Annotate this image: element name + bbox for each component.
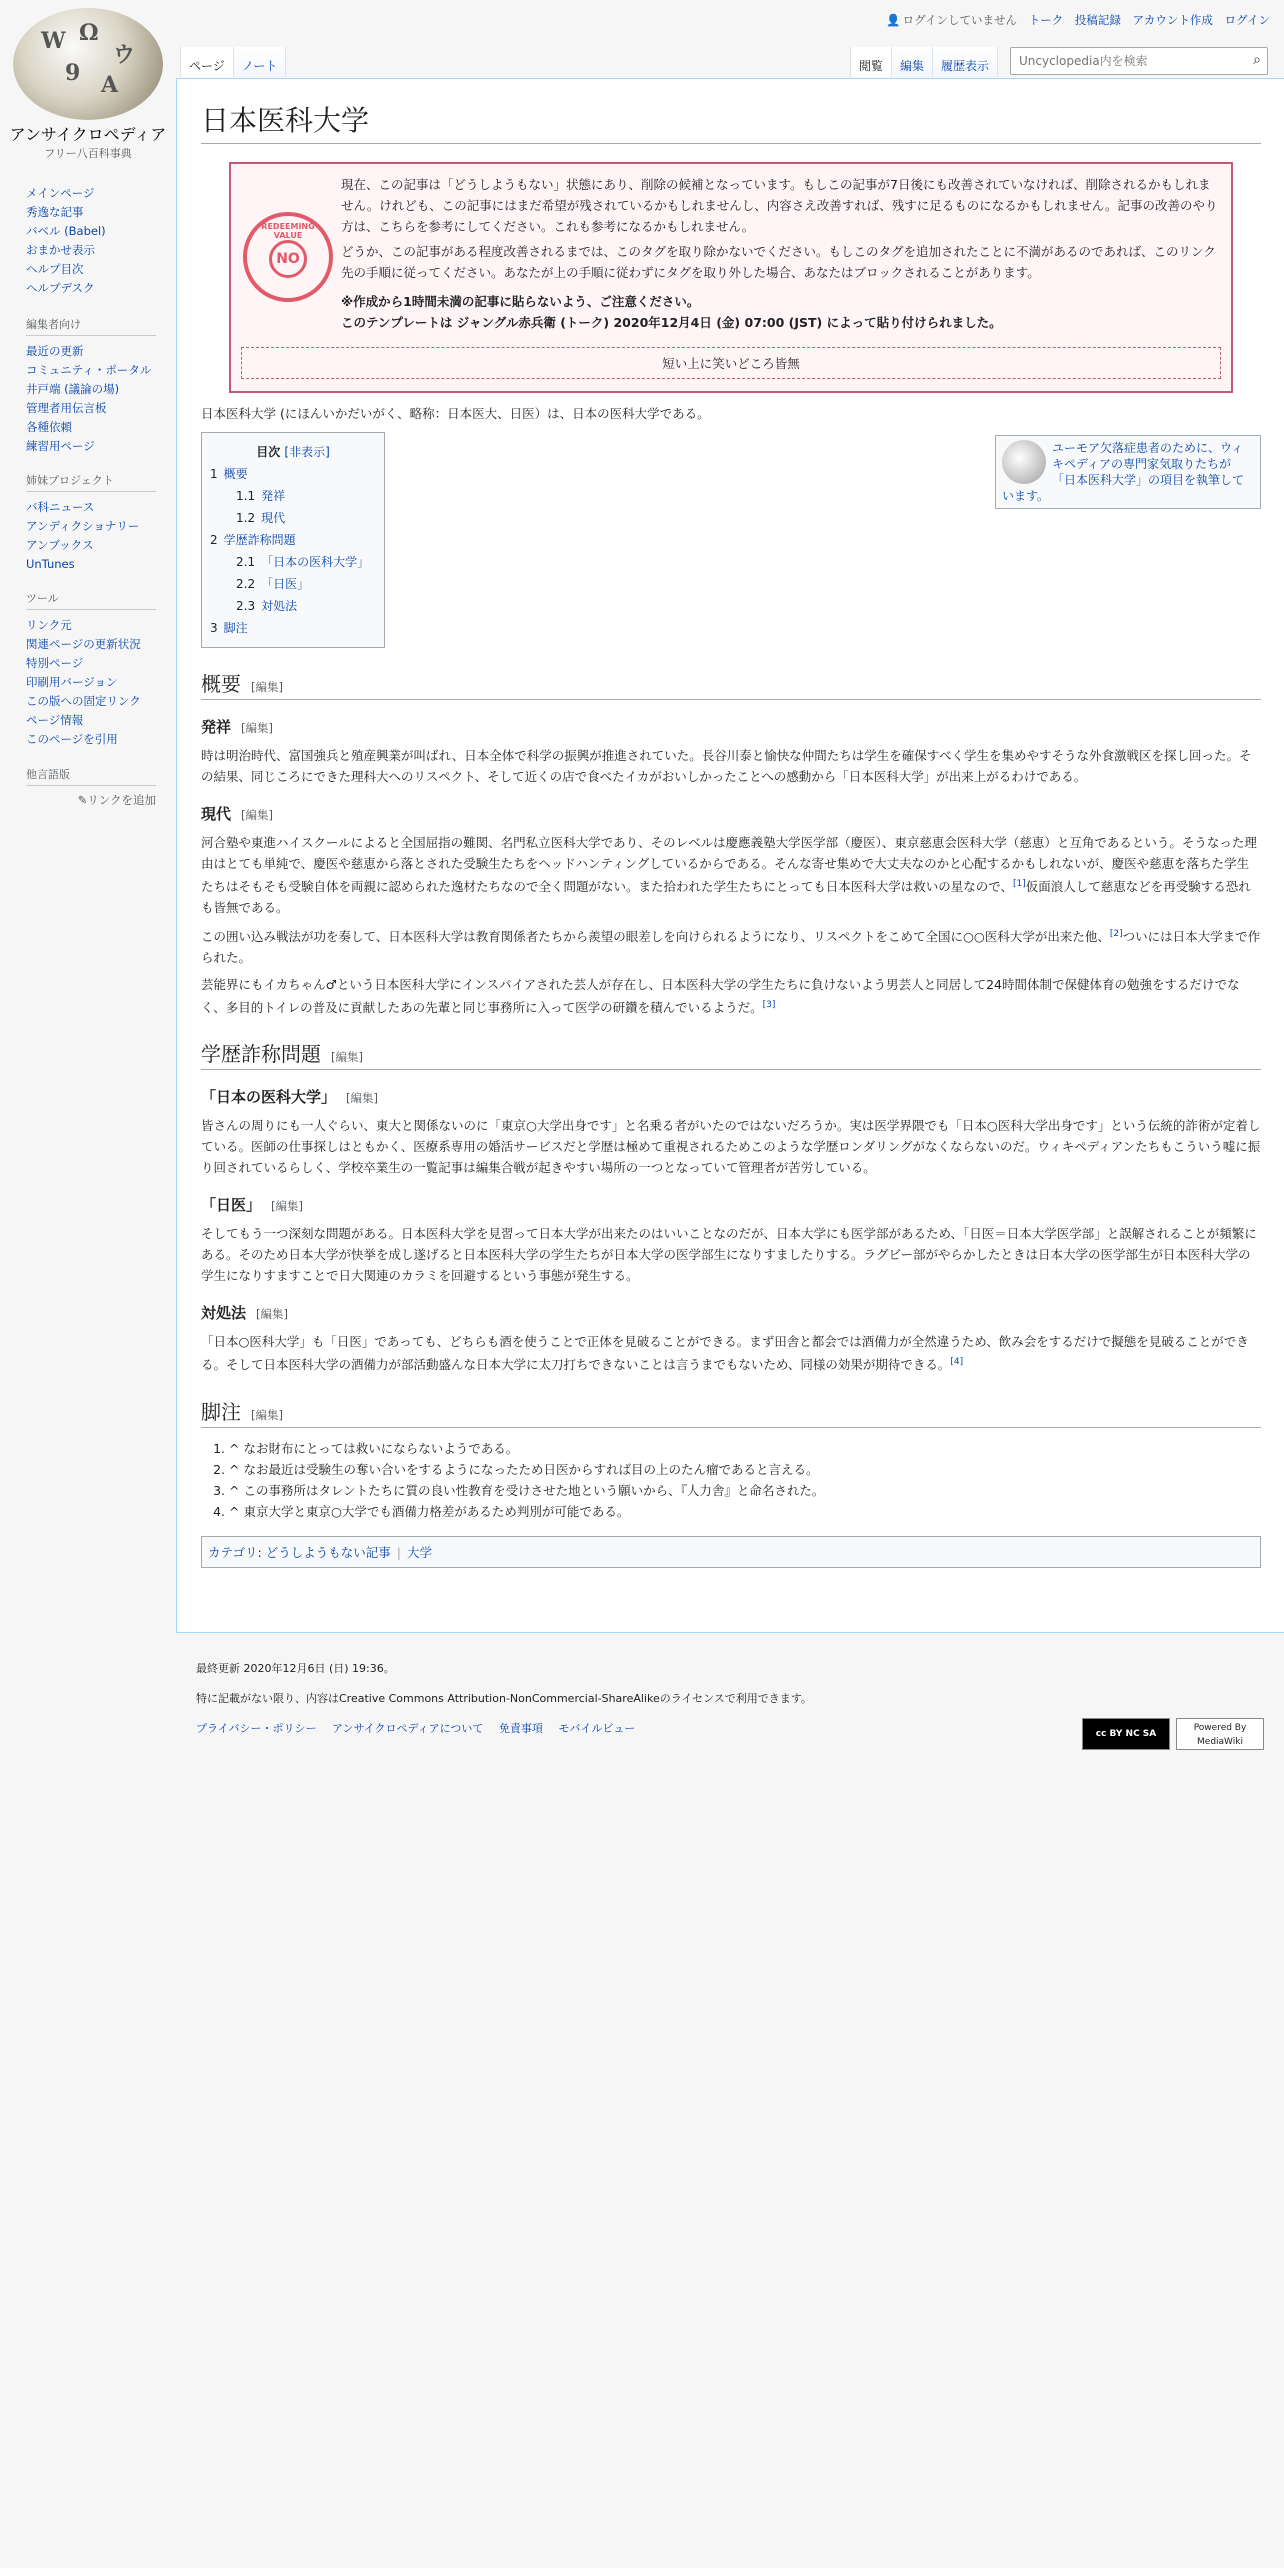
section-heading: 脚注 [編集] — [201, 1396, 1261, 1428]
sidebar-item-help-index[interactable]: ヘルプ目次 — [26, 262, 84, 276]
portal-heading: 編集者向け — [26, 316, 156, 336]
sidebar-item-community[interactable]: コミュニティ・ポータル — [26, 363, 152, 377]
paragraph: 皆さんの周りにも一人ぐらい、東大と関係ないのに「東京○大学出身です」と名乗る者がいたのではないだろうか。実は医学界隈でも「日本○医科大学出身です」という伝統的詐術が定着している。医師の仕事探しはともかく、医療系専用の婚活サービスだと学歴は極めて重視されるためこのような学歴ロンダリングがなくならないのだ。ウィキペディアンたちもこういう嘘に振り回されているらしく、学校卒業生の一覧記事は編集合戦が起きやすい場所の一つとなっていて管理者が苦労している。 — [201, 1118, 1261, 1176]
sidebar-sister — [26, 472, 156, 574]
not-logged-in: ログインしていません — [902, 13, 1018, 27]
toc-item[interactable]: 1 概要 — [210, 467, 248, 481]
page-title: 日本医科大学 — [201, 99, 1261, 144]
sidebar-item-untunes[interactable]: UnTunes — [26, 557, 75, 571]
footnote-ref[interactable]: [2] — [1109, 929, 1123, 940]
no-redeeming-value-stamp-icon: REDEEMING VALUE NO — [243, 212, 333, 302]
toc-item[interactable]: 3 脚注 — [210, 621, 248, 635]
page-footer — [196, 1660, 1266, 1747]
section-edit-link[interactable]: [編集] — [346, 1091, 378, 1106]
footer-link-about[interactable]: アンサイクロペディアについて — [331, 1722, 484, 1735]
footer-link-mobile[interactable]: モバイルビュー — [558, 1722, 636, 1735]
sidebar-item-helpdesk[interactable]: ヘルプデスク — [26, 281, 95, 295]
paragraph: この囲い込み戦法が功を奏して、日本医科大学は教育関係者たちから羨望の眼差しを向けられるようになり、リスペクトをこめて全国に○○医科大学が出来た他、[2]ついには日本大学まで作られた。 — [201, 929, 1261, 966]
sidebar-item-unnews[interactable]: バ科ニュース — [26, 500, 95, 514]
notice-line-3: ※作成から1時間未満の記事に貼らないよう、ご注意ください。 — [341, 294, 700, 309]
section-heading: 学歴詐称問題 [編集] — [201, 1038, 1261, 1070]
toc-item[interactable]: 2.3 対処法 — [236, 599, 298, 613]
section-edit-link[interactable]: [編集] — [241, 721, 273, 735]
toc-item[interactable]: 1.2 現代 — [236, 511, 286, 525]
wikipedia-infobox — [995, 435, 1261, 509]
tab-page[interactable]: ページ — [180, 47, 233, 77]
logo-glyph: A — [101, 72, 119, 98]
footer-link-disclaimer[interactable]: 免責事項 — [498, 1722, 543, 1735]
content-area — [176, 78, 1284, 1633]
section-edit-link[interactable]: [編集] — [251, 1407, 283, 1422]
pencil-icon: ✎ — [77, 793, 88, 807]
category-links: カテゴリ: どうしようもない記事 | 大学 — [201, 1536, 1261, 1568]
sidebar-item-undictionary[interactable]: アンディクショナリー — [26, 519, 140, 533]
sidebar-item-featured[interactable]: 秀逸な記事 — [26, 205, 84, 219]
sidebar-navigation — [26, 184, 156, 298]
section-edit-link[interactable]: [編集] — [251, 680, 283, 694]
sidebar-item-requests[interactable]: 各種依頼 — [26, 420, 72, 434]
logo-glyph: 9 — [65, 60, 81, 86]
logo-title: アンサイクロペディア — [9, 125, 167, 144]
search-icon[interactable]: ⌕ — [1253, 52, 1261, 68]
subsection-heading: 発祥 [編集] — [201, 718, 273, 736]
sidebar-item-related-changes[interactable]: 関連ページの更新状況 — [26, 637, 141, 651]
sidebar-item-recent-changes[interactable]: 最近の更新 — [26, 344, 84, 358]
logo-glyph: W — [41, 28, 66, 54]
login-link[interactable]: ログイン — [1224, 13, 1270, 27]
subsection-heading: 「日医」 [編集] — [201, 1196, 303, 1215]
subsection-heading: 「日本の医科大学」 [編集] — [201, 1088, 378, 1107]
add-links-button[interactable]: ✎リンクを追加 — [77, 793, 156, 807]
sidebar-item-print[interactable]: 印刷用バージョン — [26, 675, 118, 689]
footnote-ref[interactable]: [3] — [762, 1000, 776, 1011]
paragraph: 「日本○医科大学」も「日医」であっても、どちらも酒を使うことで正体を見破ることができる。まず田舎と都会では酒備力が全然違うため、飲み会をするだけで擬態を見破ることができる。そして日本医科大学の酒備力が部活動盛んな日本大学に太刀打ちできないことは言うまでもないため、同様の効果が期待できる。[4] — [201, 1334, 1249, 1373]
cc-license-badge-icon[interactable]: cc BY NC SA — [1082, 1718, 1170, 1750]
footnote-ref[interactable]: [4] — [950, 1357, 964, 1368]
sidebar-item-village-pump[interactable]: 井戸端 (議論の場) — [26, 382, 120, 396]
talk-link[interactable]: トーク — [1028, 13, 1064, 27]
create-account-link[interactable]: アカウント作成 — [1132, 13, 1213, 27]
sidebar-item-random[interactable]: おまかせ表示 — [26, 243, 95, 257]
sidebar-item-sandbox[interactable]: 練習用ページ — [26, 439, 95, 453]
toc-item[interactable]: 2 学歴詐称問題 — [210, 533, 296, 547]
table-of-contents — [201, 432, 385, 648]
categories-label[interactable]: カテゴリ — [208, 1544, 258, 1560]
section-heading: 概要 [編集] — [201, 668, 1261, 700]
sidebar-item-admin-board[interactable]: 管理者用伝言板 — [26, 401, 107, 415]
puzzle-globe-logo — [13, 8, 163, 120]
footer-link-privacy[interactable]: プライバシー・ポリシー — [196, 1722, 317, 1735]
namespace-tabs — [180, 47, 286, 77]
license-text: 特に記載がない限り、内容はCreative Commons Attribution-NonCommercial-ShareAlikeのライセンスで利用できます。 — [196, 1692, 812, 1705]
logo-glyph: Ω — [79, 20, 99, 46]
portal-heading: 姉妹プロジェクト — [26, 472, 156, 492]
sidebar-editors — [26, 316, 156, 456]
reference-item: 4. ^ 東京大学と東京○大学でも酒備力格差があるため判別が可能である。 — [229, 1501, 1261, 1522]
reference-item: 2. ^ なお最近は受験生の奪い合いをするようになったため日医からすれば目の上のたん瘤であると言える。 — [229, 1459, 1261, 1480]
section-edit-link[interactable]: [編集] — [241, 808, 273, 822]
category-link[interactable]: 大学 — [406, 1544, 432, 1560]
tab-history[interactable]: 履歴表示 — [932, 47, 998, 77]
notice-line-1: 現在、この記事は「どうしようもない」状態にあり、削除の候補となっています。もしこの記事が7日後にも改善されていなければ、削除されるかもしれません。けれども、この記事にはまだ希望が残されているかもしれませんし、内容さえ改善すれば、残すに足るものになるかもしれません。記事の改善のやり方は、こちらを参考にしてください。これも参考になるかもしれません。 — [341, 177, 1218, 234]
paragraph: 芸能界にもイカちゃん♂という日本医科大学にインスパイアされた芸人が存在し、日本医科大学の学生たちに負けないよう男芸人と同居して24時間体制で保健体育の勉強をするだけでなく、多目的トイレの普及に貢献したあの先輩と同じ事務所に入って医学の研鑽を積んでいるようだ。[3] — [201, 977, 1240, 1016]
deletion-notice — [229, 162, 1233, 393]
sidebar-item-cite[interactable]: このページを引用 — [26, 732, 118, 746]
toc-toggle[interactable]: [非表示] — [284, 445, 330, 459]
personal-tools — [878, 12, 1270, 28]
paragraph: 河合塾や東進ハイスクールによると全国屈指の難関、名門私立医科大学であり、そのレベルは慶應義塾大学医学部（慶医）、東京慈恵会医科大学（慈恵）と互角であるという。そうなった理由はとても単純で、慶医や慈恵から落とされた受験生たちをヘッドハンティングしているからである。そんな寄せ集めで大丈夫なのかと心配するかもしれないが、慶医や慈恵を落ちた学生たちはそもそも受験自体を両親に認められた逸材たちなので全く問題がない。また拾われた学生たちにとっても日本医科大学は救いの星なので、[1]仮面浪人して慈恵などを再受験する恐れも皆無である。 — [201, 835, 1257, 916]
reference-item: 3. ^ この事務所はタレントたちに質の良い性教育を受けさせた地という願いから、『人力舎』と命名された。 — [229, 1480, 1261, 1501]
portal-heading: ツール — [26, 590, 156, 610]
sidebar-languages — [26, 766, 156, 808]
search-box — [1010, 47, 1268, 75]
sidebar-item-permalink[interactable]: この版への固定リンク — [26, 694, 141, 708]
subsection-heading: 現代 [編集] — [201, 805, 273, 823]
toc-item[interactable]: 1.1 発祥 — [236, 489, 286, 503]
intro-paragraph: 日本医科大学 (にほんいかだいがく、略称：日本医大、日医）は、日本の医科大学である。 — [201, 406, 710, 421]
sidebar-item-whatlinkshere[interactable]: リンク元 — [26, 618, 72, 632]
mediawiki-badge-icon[interactable]: Powered By MediaWiki — [1176, 1718, 1264, 1750]
wikipedia-globe-icon — [1002, 440, 1046, 484]
logo-glyph: ウ — [113, 42, 136, 68]
last-modified: 最終更新 2020年12月6日 (日) 19:36。 — [196, 1662, 395, 1675]
sidebar-item-unbooks[interactable]: アンブックス — [26, 538, 94, 552]
search-input[interactable] — [1017, 48, 1237, 74]
notice-line-2: どうか、この記事がある程度改善されるまでは、このタグを取り除かないでください。もしこのタグを追加されたことに不満があるのであれば、このリンク先の手順に従ってください。あなたが上の手順に従わずにタグを取り外した場合、あなたはブロックされることがあります。 — [341, 244, 1216, 280]
tab-read[interactable]: 閲覧 — [850, 47, 891, 77]
sidebar-item-special-pages[interactable]: 特別ページ — [26, 656, 84, 670]
tab-edit[interactable]: 編集 — [891, 47, 932, 77]
view-tabs — [850, 47, 998, 77]
reference-item: 1. ^ なお財布にとっては救いにならないようである。 — [229, 1438, 1261, 1459]
section-edit-link[interactable]: [編集] — [271, 1199, 303, 1214]
sidebar-item-page-info[interactable]: ページ情報 — [26, 713, 84, 727]
sidebar-tools — [26, 590, 156, 749]
paragraph: 時は明治時代、富国強兵と殖産興業が叫ばれ、日本全体で科学の振興が推進されていた。長谷川泰と愉快な仲間たちは学生を確保すべく学生を集めやすそうな外食激戦区を探し回った。その結果、同じころにできた理科大へのリスペクト、そして近くの店で食べたイカがおいしかったことへの感動から「日本医科大学」が出来上がるわけである。 — [201, 748, 1252, 784]
footnote-ref[interactable]: [1] — [1013, 879, 1026, 889]
sidebar-item-main-page[interactable]: メインページ — [26, 186, 95, 200]
subsection-heading: 対処法 [編集] — [201, 1304, 288, 1323]
logo-subtitle: フリー八百科事典 — [44, 147, 132, 160]
infobox-text[interactable]: ユーモア欠落症患者のために、ウィキペディアの専門家気取りたちが「日本医科大学」の項目を執筆しています。 — [1002, 441, 1245, 503]
site-logo[interactable] — [8, 8, 168, 161]
section-edit-link[interactable]: [編集] — [256, 1307, 288, 1322]
notice-line-4: このテンプレートは ジャングル赤兵衛 (トーク) 2020年12月4日 (金) 07:00 (JST) によって貼り付けられました。 — [341, 315, 1002, 330]
references-list — [201, 1438, 1261, 1522]
contributions-link[interactable]: 投稿記録 — [1074, 13, 1121, 27]
user-icon: 👤 — [886, 13, 901, 27]
sidebar-item-babel[interactable]: バベル (Babel) — [26, 224, 106, 238]
section-edit-link[interactable]: [編集] — [331, 1050, 363, 1065]
paragraph: そしてもう一つ深刻な問題がある。日本医科大学を見習って日本大学が出来たのはいいことなのだが、日本大学にも医学部があるため、「日医＝日本大学医学部」と誤解されることが頻繁にある。そのため日本大学が快挙を成し遂げると日本医科大学の学生たちが日本大学の医学部生になりすましたりする。ラグビー部がやらかしたときは日本大学の医学部生が日本医科大学の学生になりすますことで日大関連のカラミを回避するという事態が発生する。 — [201, 1226, 1257, 1284]
notice-reason: 短い上に笑いどころ皆無 — [241, 347, 1221, 379]
toc-item[interactable]: 2.2 「日医」 — [236, 577, 310, 591]
category-link[interactable]: どうしようもない記事 — [265, 1544, 391, 1560]
toc-item[interactable]: 2.1 「日本の医科大学」 — [236, 555, 370, 569]
portal-heading: 他言語版 — [26, 766, 156, 786]
tab-note[interactable]: ノート — [233, 47, 287, 77]
toc-title: 目次 — [256, 445, 281, 459]
